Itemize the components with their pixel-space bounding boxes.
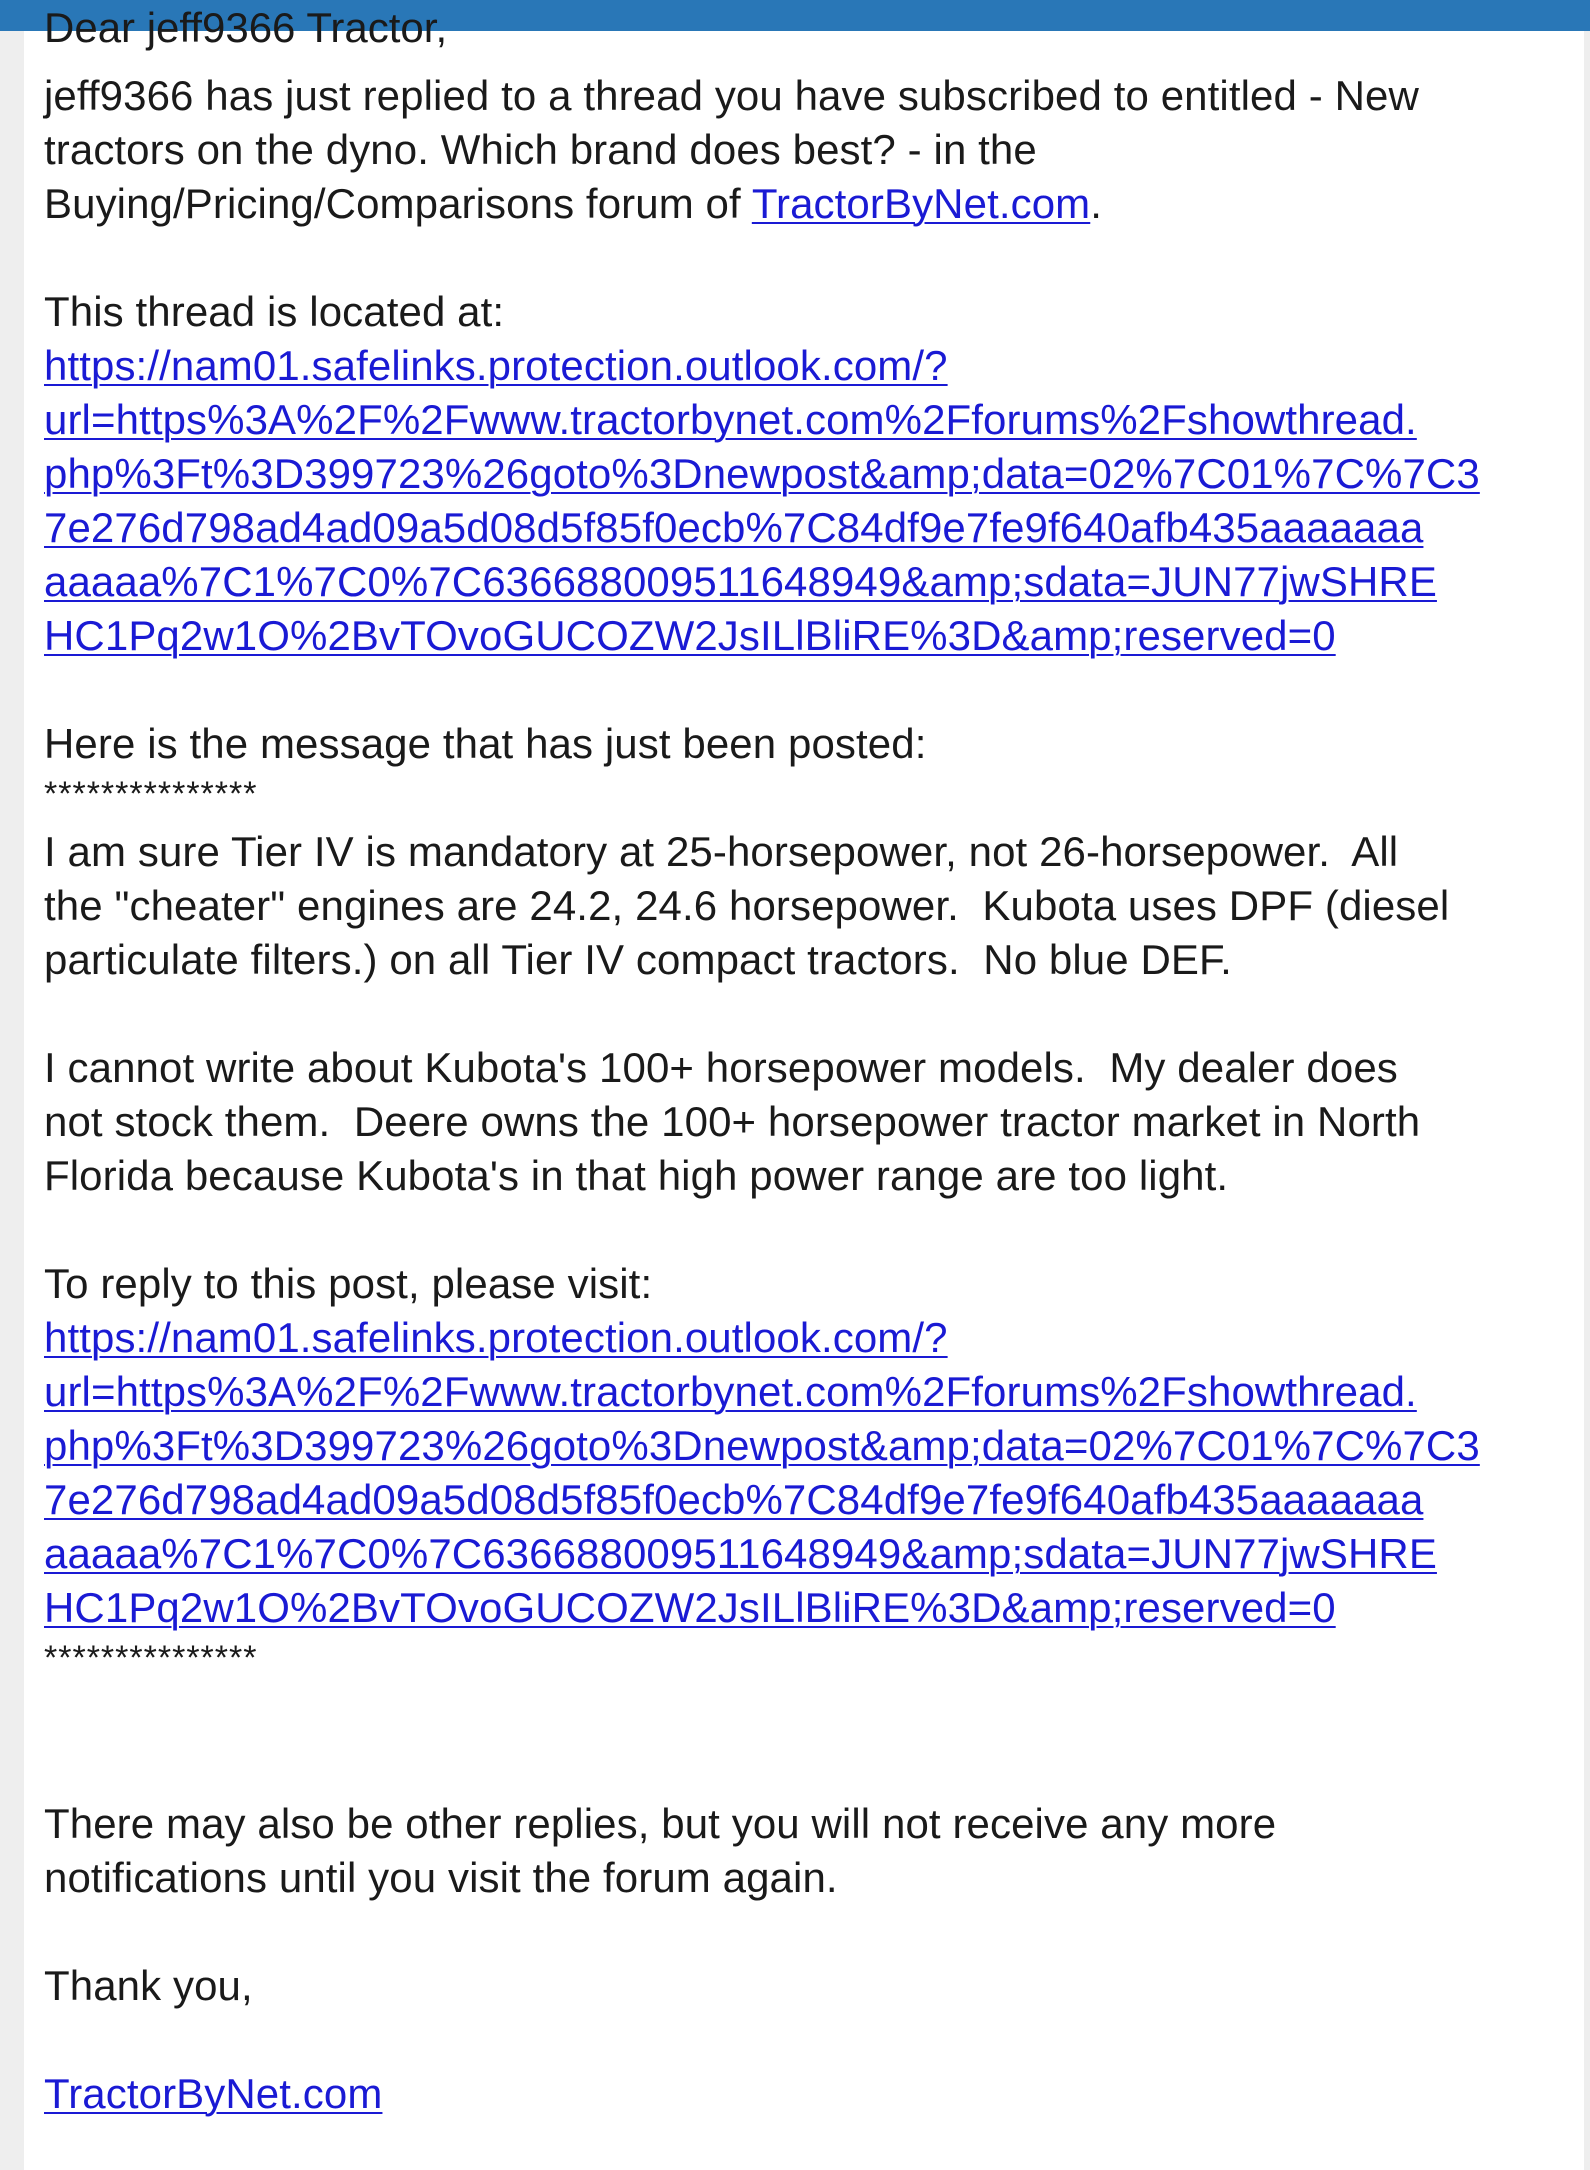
reply-url-line-3[interactable]: php%3Ft%3D399723%26goto%3Dnewpost&amp;data=02%7C01%7C%7C3 [44,1422,1480,1469]
closing-notice-line-1: There may also be other replies, but you will not receive any more [44,1800,1277,1847]
reply-label: To reply to this post, please visit: [44,1260,653,1307]
reply-url-line-2[interactable]: url=https%3A%2F%2Fwww.tractorbynet.com%2Fforums%2Fshowthread. [44,1368,1417,1415]
reply-url-line-1[interactable]: https://nam01.safelinks.protection.outlook.com/? [44,1314,948,1361]
thread-url-line-6[interactable]: HC1Pq2w1O%2BvTOvoGUCOZW2JsILlBliRE%3D&amp;reserved=0 [44,612,1336,659]
intro-line-2: tractors on the dyno. Which brand does best? - in the [44,126,1037,173]
thread-located-label: This thread is located at: [44,288,505,335]
post-paragraph-2-line-1: I cannot write about Kubota's 100+ horsepower models. My dealer does [44,1044,1398,1091]
thread-url-line-2[interactable]: url=https%3A%2F%2Fwww.tractorbynet.com%2Fforums%2Fshowthread. [44,396,1417,443]
post-paragraph-2-line-3: Florida because Kubota's in that high power range are too light. [44,1152,1229,1199]
closing-notice-line-2: notifications until you visit the forum again. [44,1854,838,1901]
intro-line-3 [44,177,1580,231]
reply-url-line-6[interactable]: HC1Pq2w1O%2BvTOvoGUCOZW2JsILlBliRE%3D&amp;reserved=0 [44,1584,1336,1631]
tractorbynet-link[interactable]: TractorByNet.com [751,180,1091,227]
thread-url-link[interactable] [44,339,1580,663]
blank-line [44,2013,1580,2067]
intro-line-3-text: Buying/Pricing/Comparisons forum of [44,180,752,227]
reply-url-link[interactable] [44,1311,1580,1635]
email-body [44,69,1580,2121]
blank-line [44,1905,1580,1959]
post-paragraph-1-line-1: I am sure Tier IV is mandatory at 25-horsepower, not 26-horsepower. All [44,828,1399,875]
blank-line [44,231,1580,285]
blank-line [44,663,1580,717]
thread-url-line-5[interactable]: aaaaa%7C1%7C0%7C636688009511648949&amp;sdata=JUN77jwSHRE [44,558,1437,605]
blank-line [44,1689,1580,1743]
signature-line [44,2067,1580,2121]
post-paragraph-2-line-2: not stock them. Deere owns the 100+ horsepower tractor market in North [44,1098,1421,1145]
separator-top: *************** [44,775,258,813]
intro-line-3-period: . [1090,180,1103,227]
reply-url-line-4[interactable]: 7e276d798ad4ad09a5d08d5f85f0ecb%7C84df9e7fe9f640afb435aaaaaaa [44,1476,1424,1523]
reply-url-line-5[interactable]: aaaaa%7C1%7C0%7C636688009511648949&amp;sdata=JUN77jwSHRE [44,1530,1437,1577]
blank-line [44,987,1580,1041]
blank-line [44,1203,1580,1257]
intro-line-1: jeff9366 has just replied to a thread you have subscribed to entitled - New [44,72,1419,119]
thread-url-line-4[interactable]: 7e276d798ad4ad09a5d08d5f85f0ecb%7C84df9e7fe9f640afb435aaaaaaa [44,504,1424,551]
thank-you-text: Thank you, [44,1962,253,2009]
greeting-line-cut-off: Dear jeff9366 Tractor, [44,4,448,51]
separator-bottom: *************** [44,1639,258,1677]
message-label: Here is the message that has just been posted: [44,720,927,767]
thread-url-line-3[interactable]: php%3Ft%3D399723%26goto%3Dnewpost&amp;data=02%7C01%7C%7C3 [44,450,1480,497]
post-paragraph-1-line-2: the "cheater" engines are 24.2, 24.6 horsepower. Kubota uses DPF (diesel [44,882,1450,929]
thread-url-line-1[interactable]: https://nam01.safelinks.protection.outlook.com/? [44,342,948,389]
post-paragraph-1-line-3: particulate filters.) on all Tier IV compact tractors. No blue DEF. [44,936,1232,983]
email-message-panel [24,4,1584,2170]
signature-tractorbynet-link[interactable]: TractorByNet.com [44,2070,383,2117]
blank-line [44,1743,1580,1797]
